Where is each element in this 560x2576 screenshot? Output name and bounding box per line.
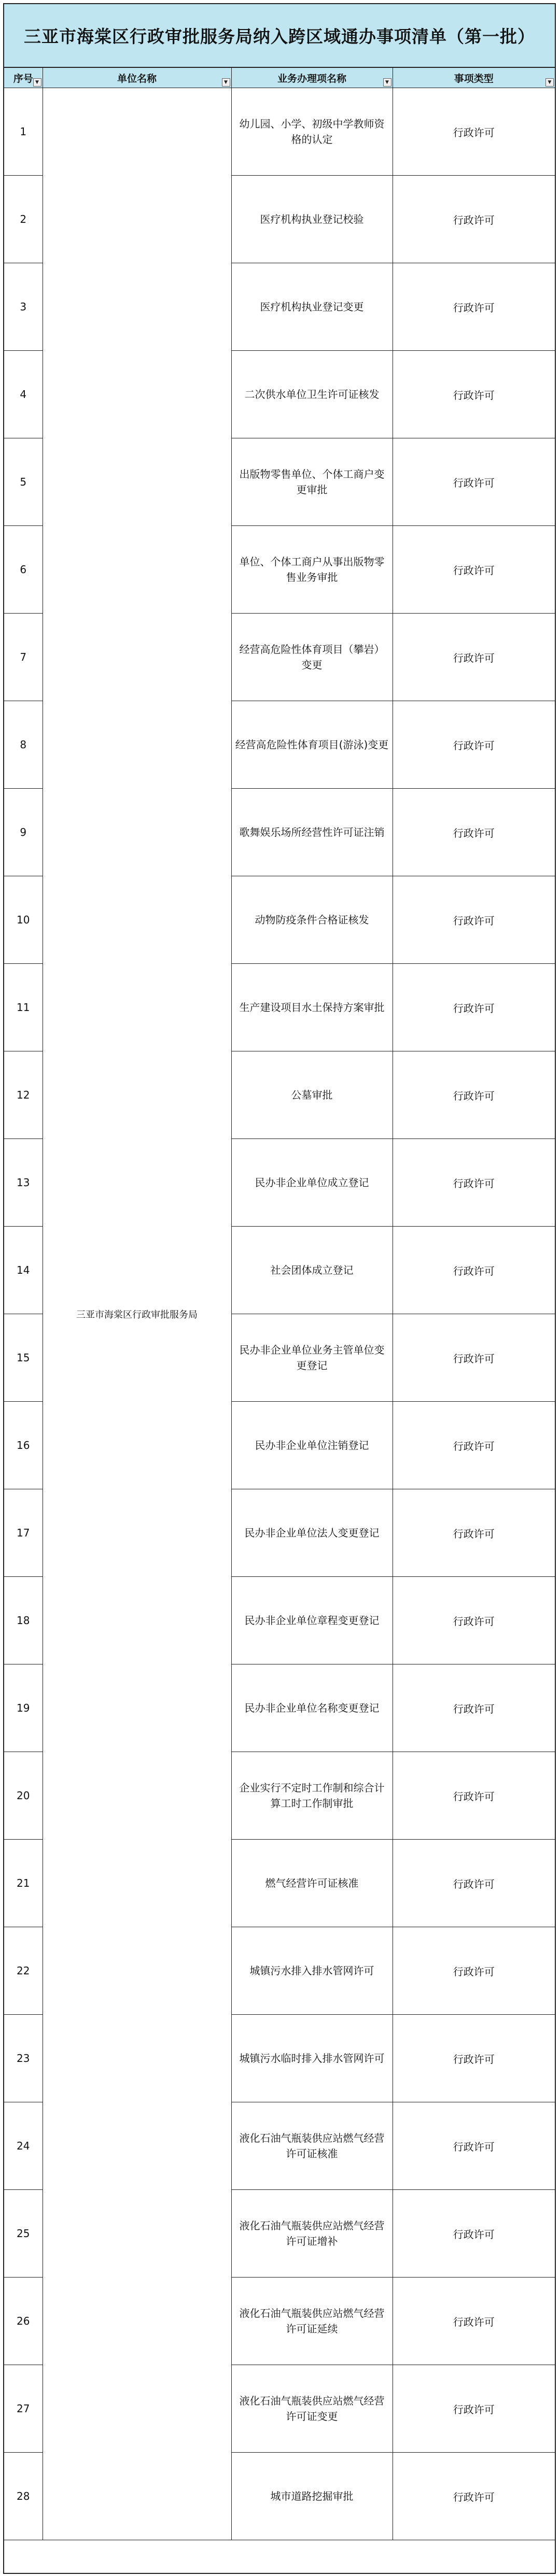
dropdown-filter-icon[interactable]: ▼ — [33, 78, 41, 87]
row-number[interactable]: 25 — [4, 2190, 43, 2278]
service-name-cell[interactable]: 民办非企业单位业务主管单位变更登记 — [231, 1314, 393, 1402]
header-no — [4, 68, 43, 88]
row-number[interactable]: 22 — [4, 1927, 43, 2015]
row-number[interactable]: 28 — [4, 2453, 43, 2540]
row-number[interactable]: 2 — [4, 176, 43, 263]
service-name-cell[interactable]: 液化石油气瓶装供应站燃气经营许可证变更 — [231, 2365, 393, 2453]
row-number[interactable]: 14 — [4, 1227, 43, 1314]
item-type-cell[interactable]: 行政许可 — [393, 526, 555, 614]
item-type-cell[interactable]: 行政许可 — [393, 2102, 555, 2190]
item-type-cell[interactable]: 行政许可 — [393, 88, 555, 176]
service-name-cell[interactable]: 经营高危险性体育项目（攀岩）变更 — [231, 614, 393, 701]
row-number[interactable]: 21 — [4, 1840, 43, 1927]
service-name-cell[interactable]: 歌舞娱乐场所经营性许可证注销 — [231, 789, 393, 876]
item-type-cell[interactable]: 行政许可 — [393, 438, 555, 526]
item-type-cell[interactable]: 行政许可 — [393, 1227, 555, 1314]
item-type-cell[interactable]: 行政许可 — [393, 176, 555, 263]
table-row — [4, 88, 555, 176]
item-type-cell[interactable]: 行政许可 — [393, 1840, 555, 1927]
item-type-cell[interactable]: 行政许可 — [393, 2278, 555, 2365]
item-type-cell[interactable]: 行政许可 — [393, 614, 555, 701]
item-type-cell[interactable]: 行政许可 — [393, 2365, 555, 2453]
row-number[interactable]: 24 — [4, 2102, 43, 2190]
service-table — [4, 68, 555, 2540]
service-name-cell[interactable]: 二次供水单位卫生许可证核发 — [231, 351, 393, 438]
service-name-cell[interactable]: 城镇污水排入排水管网许可 — [231, 1927, 393, 2015]
row-number[interactable]: 3 — [4, 263, 43, 351]
service-name-cell[interactable]: 城市道路挖掘审批 — [231, 2453, 393, 2540]
header-type — [393, 68, 555, 88]
service-name-cell[interactable]: 生产建设项目水土保持方案审批 — [231, 964, 393, 1051]
item-type-cell[interactable]: 行政许可 — [393, 1051, 555, 1139]
item-type-cell[interactable]: 行政许可 — [393, 2453, 555, 2540]
service-name-cell[interactable]: 单位、个体工商户从事出版物零售业务审批 — [231, 526, 393, 614]
row-number[interactable]: 1 — [4, 88, 43, 176]
row-number[interactable]: 10 — [4, 876, 43, 964]
header-service-label: 业务办理项名称 — [277, 73, 346, 84]
item-type-cell[interactable]: 行政许可 — [393, 1664, 555, 1752]
service-name-cell[interactable]: 民办非企业单位法人变更登记 — [231, 1489, 393, 1577]
service-name-cell[interactable]: 液化石油气瓶装供应站燃气经营许可证增补 — [231, 2190, 393, 2278]
service-name-cell[interactable]: 公墓审批 — [231, 1051, 393, 1139]
service-name-cell[interactable]: 民办非企业单位成立登记 — [231, 1139, 393, 1227]
service-name-cell[interactable]: 液化石油气瓶装供应站燃气经营许可证延续 — [231, 2278, 393, 2365]
service-name-cell[interactable]: 民办非企业单位章程变更登记 — [231, 1577, 393, 1664]
row-number[interactable]: 27 — [4, 2365, 43, 2453]
item-type-cell[interactable]: 行政许可 — [393, 789, 555, 876]
item-type-cell[interactable]: 行政许可 — [393, 1577, 555, 1664]
service-name-cell[interactable]: 液化石油气瓶装供应站燃气经营许可证核准 — [231, 2102, 393, 2190]
row-number[interactable]: 19 — [4, 1664, 43, 1752]
dropdown-filter-icon[interactable]: ▼ — [545, 78, 554, 87]
item-type-cell[interactable]: 行政许可 — [393, 964, 555, 1051]
dropdown-filter-icon[interactable]: ▼ — [222, 78, 230, 87]
row-number[interactable]: 15 — [4, 1314, 43, 1402]
row-number[interactable]: 12 — [4, 1051, 43, 1139]
row-number[interactable]: 11 — [4, 964, 43, 1051]
item-type-cell[interactable]: 行政许可 — [393, 2190, 555, 2278]
row-number[interactable]: 5 — [4, 438, 43, 526]
item-type-cell[interactable]: 行政许可 — [393, 876, 555, 964]
sheet-title: 三亚市海棠区行政审批服务局纳入跨区域通办事项清单（第一批） — [4, 4, 555, 68]
service-name-cell[interactable]: 医疗机构执业登记变更 — [231, 263, 393, 351]
row-number[interactable]: 7 — [4, 614, 43, 701]
item-type-cell[interactable]: 行政许可 — [393, 1489, 555, 1577]
row-number[interactable]: 18 — [4, 1577, 43, 1664]
row-number[interactable]: 20 — [4, 1752, 43, 1840]
row-number[interactable]: 8 — [4, 701, 43, 789]
row-number[interactable]: 26 — [4, 2278, 43, 2365]
service-name-cell[interactable]: 医疗机构执业登记校验 — [231, 176, 393, 263]
header-service — [231, 68, 393, 88]
service-name-cell[interactable]: 动物防疫条件合格证核发 — [231, 876, 393, 964]
header-unit — [43, 68, 231, 88]
service-name-cell[interactable]: 民办非企业单位名称变更登记 — [231, 1664, 393, 1752]
service-name-cell[interactable]: 城镇污水临时排入排水管网许可 — [231, 2015, 393, 2102]
header-type-label: 事项类型 — [454, 73, 494, 84]
service-name-cell[interactable]: 民办非企业单位注销登记 — [231, 1402, 393, 1489]
header-no-label: 序号 — [13, 73, 33, 84]
item-type-cell[interactable]: 行政许可 — [393, 1752, 555, 1840]
service-name-cell[interactable]: 经营高危险性体育项目(游泳)变更 — [231, 701, 393, 789]
row-number[interactable]: 13 — [4, 1139, 43, 1227]
row-number[interactable]: 4 — [4, 351, 43, 438]
header-unit-label: 单位名称 — [117, 73, 157, 84]
service-name-cell[interactable]: 燃气经营许可证核准 — [231, 1840, 393, 1927]
service-name-cell[interactable]: 幼儿园、小学、初级中学教师资格的认定 — [231, 88, 393, 176]
row-number[interactable]: 6 — [4, 526, 43, 614]
header-row — [4, 68, 555, 88]
item-type-cell[interactable]: 行政许可 — [393, 351, 555, 438]
item-type-cell[interactable]: 行政许可 — [393, 1402, 555, 1489]
service-name-cell[interactable]: 社会团体成立登记 — [231, 1227, 393, 1314]
unit-name-cell[interactable]: 三亚市海棠区行政审批服务局 — [43, 88, 231, 2540]
service-name-cell[interactable]: 出版物零售单位、个体工商户变更审批 — [231, 438, 393, 526]
dropdown-filter-icon[interactable]: ▼ — [383, 78, 391, 87]
row-number[interactable]: 9 — [4, 789, 43, 876]
item-type-cell[interactable]: 行政许可 — [393, 1314, 555, 1402]
item-type-cell[interactable]: 行政许可 — [393, 701, 555, 789]
row-number[interactable]: 17 — [4, 1489, 43, 1577]
item-type-cell[interactable]: 行政许可 — [393, 1927, 555, 2015]
row-number[interactable]: 23 — [4, 2015, 43, 2102]
row-number[interactable]: 16 — [4, 1402, 43, 1489]
item-type-cell[interactable]: 行政许可 — [393, 1139, 555, 1227]
item-type-cell[interactable]: 行政许可 — [393, 2015, 555, 2102]
service-name-cell[interactable]: 企业实行不定时工作制和综合计算工时工作制审批 — [231, 1752, 393, 1840]
item-type-cell[interactable]: 行政许可 — [393, 263, 555, 351]
spreadsheet — [3, 3, 556, 2574]
